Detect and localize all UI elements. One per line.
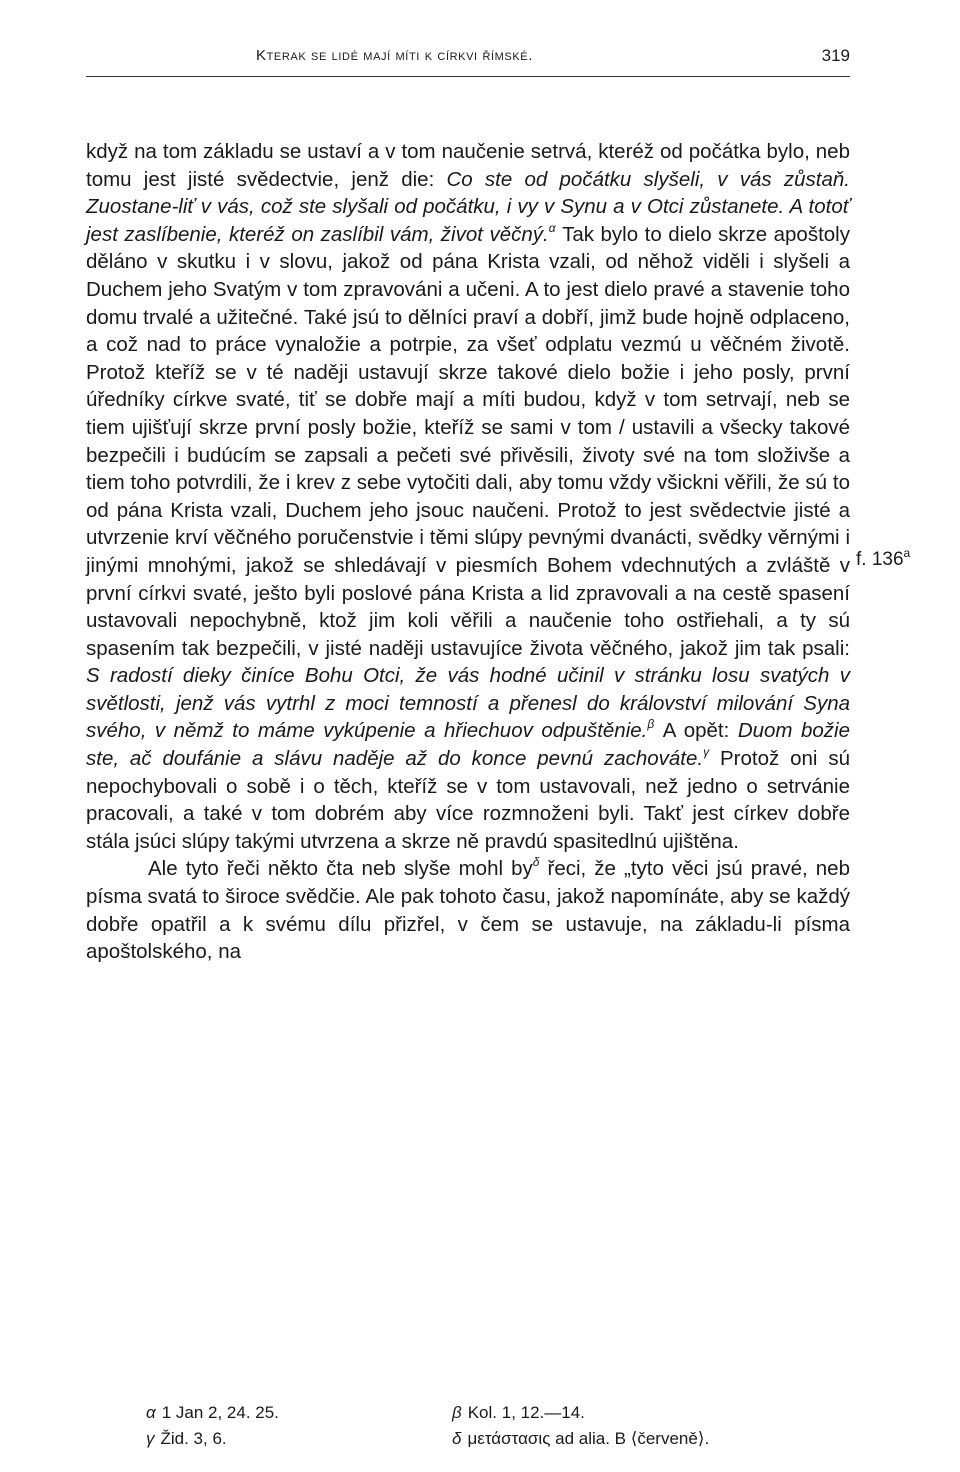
folio-sup: a <box>903 546 911 560</box>
footnote-ref: δ <box>532 855 540 870</box>
paragraph-1 <box>86 138 850 855</box>
running-title: Kterak se lidé mají míti k církvi římské. <box>256 47 533 64</box>
quotation-text: S radostí dieky činíce Bohu Otci, že vás hodné učinil v stránku losu svatých v světlosti, jenž vás vytrhl z moci temností a přenesl do království milování Syna svého, v němž to máme vykúpenie a hřiechuov odpuštěnie. <box>86 664 850 743</box>
paragraph-2 <box>86 855 850 965</box>
footnote-row <box>146 1400 846 1426</box>
footnote-mark: β <box>452 1403 462 1422</box>
quotation-text: Co ste od počátku slyšeli, v vás zůstaň. Zuostane-liť v vás, což ste slyšali od počátku, i vy v Synu a v Otci zůstanete. A totoť jest zaslíbenie, kteréž on zaslíbil vám, život věčný. <box>86 167 850 246</box>
footnote-ref: β <box>647 717 655 732</box>
footnotes <box>146 1400 846 1452</box>
text-segment: Protož oni sú nepochybovali o sobě i o těch, kteříž se v tom ustavovali, než jedno o setrvánie pracovali, a také v tom dobrém aby více rozmnoženi byli. Takť jest církev dobře stála jsúci slúpy takými utvrzena a skrze ně pravdú spasitedlnú ujištěna. <box>86 747 850 853</box>
footnote-mark: α <box>146 1403 156 1422</box>
footnote-row <box>146 1426 846 1452</box>
footnote-mark: γ <box>146 1429 155 1448</box>
footnote-item <box>146 1400 279 1426</box>
page-header <box>86 44 850 74</box>
footnote-ref: α <box>548 220 556 235</box>
footnote-text: 1 Jan 2, 24. 25. <box>161 1403 279 1422</box>
margin-folio-note <box>856 546 911 571</box>
footnote-ref: γ <box>703 745 710 760</box>
text-segment: Ale tyto řeči někto čta neb slyše mohl by <box>148 857 533 881</box>
footnote-item <box>452 1426 709 1452</box>
text-segment: když na tom základu se ustaví a v tom naučenie setrvá, kteréž od počátka bylo, neb tomu jest jisté svědectvie, jenž die: <box>86 140 850 191</box>
quotation-text: Duom božie ste, ač doufánie a slávu naděje až do konce pevnú zachováte. <box>86 719 850 771</box>
text-segment: Tak bylo to dielo skrze apoštoly děláno v skutku i v slovu, jakož od pána Krista vzali, od něhož viděli i slyšeli a Duchem jeho Svatým v tom zpravováni a učeni. A to jest dielo pravé a stavenie toho domu trvalé a užitečné. Také jsú to dělníci praví a dobří, jimž bude hojně odplaceno, a což nad to práce vynaložie a potrpie, za všeť odplatu vezmú u věčném životě. Protož kteříž se v té naději ustavují skrze takové dielo božie i jeho posly, první úředníky církve svaté, tiť se dobře mají a míti budou, když v tom setrvají, neb se tiem ujišťují skrze první posly božie, kteříž se sami v tom / ustavili a všecky takové bezpečili i budúcím se zapsali a pečeti své přivěsili, životy své na tom složivše a tiem toho potvrdili, že i krev z sebe vytočiti dali, aby tomu vždy všickni věřili, že sú to od pána Krista vzali, Duchem jeho jsouc naučeni. Protož to jest svědectvie jisté a utvrzenie krví věčného poručenstvie i těmi slúpy pevnými dvanácti, svědky věrnými i jinými mnohými, jakož se shledávají v piesmích Bohem vdechnutých a zvláště v první církvi svaté, ješto byli poslové pána Krista a lid zpravovali a na cestě spasení ustavovali nepochybně, ktož jim koli věřili a naučenie toho ostřiehali, a ty sú spasením tak bezpečili, v jisté naději ustavujíce života věčného, jakož jim tak psali: <box>86 222 850 660</box>
page-number: 319 <box>821 46 850 65</box>
footnote-text: μετάστασις ad alia. B ⟨červeně⟩. <box>467 1429 710 1448</box>
footnote-item <box>452 1400 585 1426</box>
body-text <box>86 138 850 966</box>
footnote-mark: δ <box>452 1429 462 1448</box>
footnote-text: Žid. 3, 6. <box>160 1429 227 1448</box>
folio-label: f. 136 <box>856 549 904 570</box>
text-segment: A opět: <box>654 719 738 743</box>
footnote-text: Kol. 1, 12.—14. <box>467 1403 585 1422</box>
header-rule <box>86 76 850 77</box>
footnote-item <box>146 1426 227 1452</box>
text-segment: řeci, že „tyto věci jsú pravé, neb písma svatá to široce svědčie. Ale pak tohoto času, jakož napomínáte, aby se každý dobře opatřil a k svému dílu přizřel, v čem se ustavuje, na základu-li písma apoštolského, na <box>86 857 850 964</box>
